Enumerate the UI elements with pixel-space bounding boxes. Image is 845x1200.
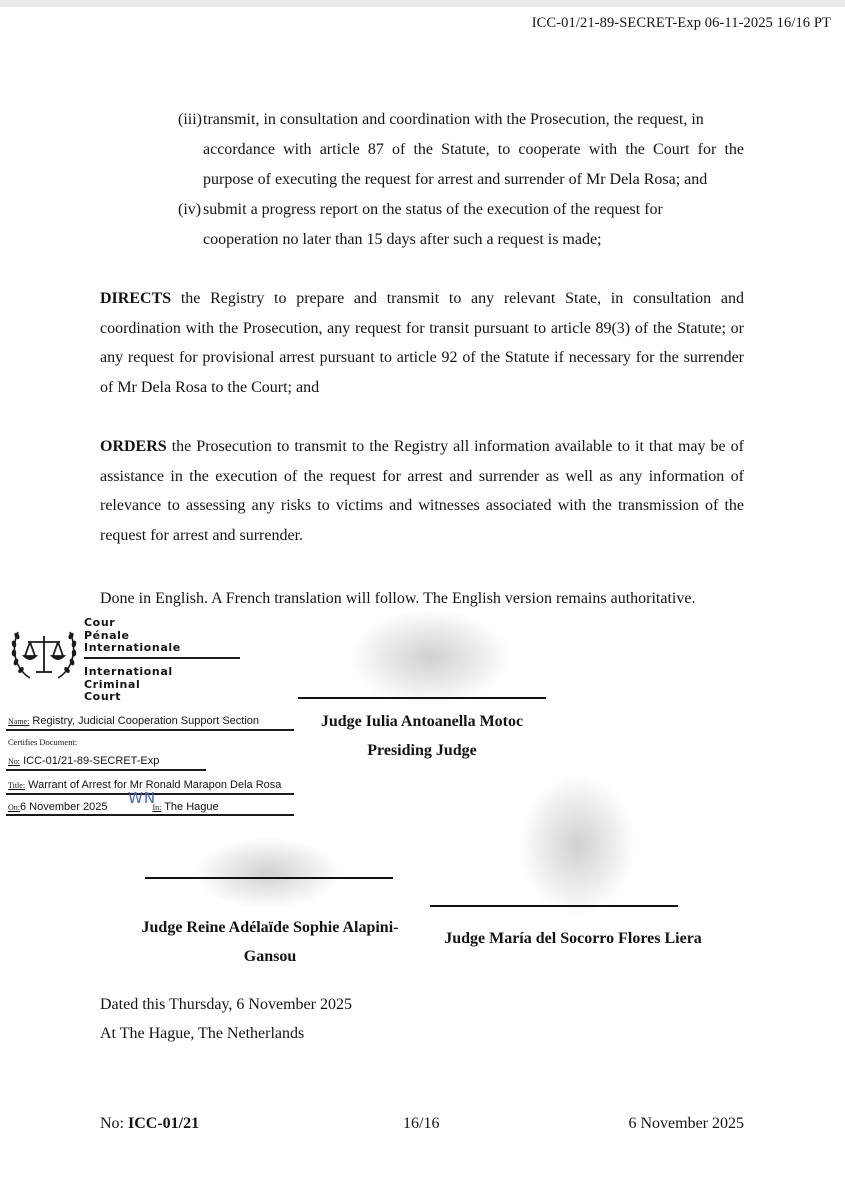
stamp-org-line: Cour [84, 616, 116, 629]
handwritten-initials: WN [128, 789, 157, 807]
stamp-divider [6, 769, 206, 771]
place-line: At The Hague, The Netherlands [100, 1025, 305, 1042]
presiding-judge-role: Presiding Judge [367, 742, 477, 759]
subitem-number: (iv) [178, 201, 202, 218]
directs-text: the Registry to prepare and transmit to any relevant State, in consultation and coordination with the Prosecution, any request for transit pursuant to article 89(3) of the Statute; or any request for provisional arrest pursuant to article 92 of the Statute if necessary for the surrender of Mr Dela Rosa to the Court; and [100, 290, 744, 396]
stamp-divider [6, 729, 294, 731]
dated-line: Dated this Thursday, 6 November 2025 [100, 996, 352, 1013]
subitem-number: (iii) [178, 111, 202, 128]
stamp-name-value: Registry, Judicial Cooperation Support Section [32, 715, 260, 727]
stamp-name-field [8, 714, 259, 729]
stamp-certifies-label: Certifies Document: [8, 737, 78, 747]
presiding-judge-name: Judge Iulia Antoanella Motoc [320, 713, 524, 730]
signature-line [298, 697, 546, 699]
stamp-org-line: Criminal [84, 677, 141, 691]
stamp-on-value: 6 November 2025 [20, 801, 108, 813]
footer-no-label: No: [100, 1115, 128, 1132]
stamp-in-value: The Hague [164, 801, 219, 813]
top-strip [0, 0, 845, 7]
stamp-name-label: Name: [8, 717, 30, 726]
stamp-org-line: Pénale [84, 628, 130, 642]
stamp-org-line: Court [84, 690, 122, 703]
judge-name-line: Gansou [243, 948, 297, 965]
judge-flores-liera-name: Judge María del Socorro Flores Liera [444, 930, 702, 947]
stamp-title-value: Warrant of Arrest for Mr Ronald Marapon Dela Rosa [28, 779, 282, 791]
stamp-no-label: No: [8, 757, 20, 766]
footer-date: 6 November 2025 [628, 1115, 744, 1132]
stamp-in-label: In: [152, 803, 162, 812]
stamp-on-in-field [8, 800, 219, 815]
stamp-no-value: ICC-01/21-89-SECRET-Exp [23, 755, 160, 767]
blurred-signature [350, 610, 510, 705]
subitem-iv [178, 195, 744, 255]
subitem-text-rest: accordance with article 87 of the Statute, to cooperate with the Court for the purpose of executing the request for arrest and surrender of Mr Dela Rosa; and [203, 141, 744, 188]
orders-keyword: ORDERS [100, 438, 167, 455]
signature-line [430, 905, 678, 907]
subitem-text-first: transmit, in consultation and coordination with the Prosecution, the request, in [203, 111, 704, 128]
blurred-signature [195, 838, 340, 908]
stamp-org-french [84, 617, 181, 655]
subitem-iii [178, 105, 744, 195]
done-in-statement: Done in English. A French translation will follow. The English version remains authoritative. [100, 590, 696, 607]
judge-alapini-gansou-name [120, 913, 420, 971]
icc-scales-logo-icon [8, 622, 80, 684]
stamp-on-label: On: [8, 803, 20, 812]
blurred-signature [520, 775, 635, 915]
stamp-org-line: International [84, 665, 173, 678]
subitem-text-rest: cooperation no later than 15 days after such a request is made; [203, 231, 602, 248]
orders-text: the Prosecution to transmit to the Registry all information available to it that may be of assistance in the execution of the request for arrest and surrender as well as any information of relevance to assessing any risks to victims and witnesses associated with the transmission of the request for arrest and surrender. [100, 438, 744, 544]
footer-page-number: 16/16 [403, 1115, 440, 1132]
stamp-title-label: Title: [8, 781, 26, 790]
directs-paragraph [100, 284, 744, 402]
stamp-org-english [84, 666, 173, 704]
stamp-divider [84, 657, 240, 659]
stamp-divider [6, 814, 294, 816]
footer-no-value: ICC-01/21 [128, 1115, 200, 1132]
stamp-org-line: Internationale [84, 641, 181, 654]
orders-paragraph [100, 432, 744, 550]
footer-case-number [100, 1115, 199, 1133]
subitem-text-first: submit a progress report on the status of the execution of the request for [203, 201, 663, 218]
header-document-reference: ICC-01/21-89-SECRET-Exp 06-11-2025 16/16 PT [531, 15, 831, 31]
judge-name-line: Judge Reine Adélaïde Sophie Alapini- [141, 919, 399, 936]
directs-keyword: DIRECTS [100, 290, 172, 307]
stamp-no-field [8, 754, 159, 769]
signature-line [145, 877, 393, 879]
